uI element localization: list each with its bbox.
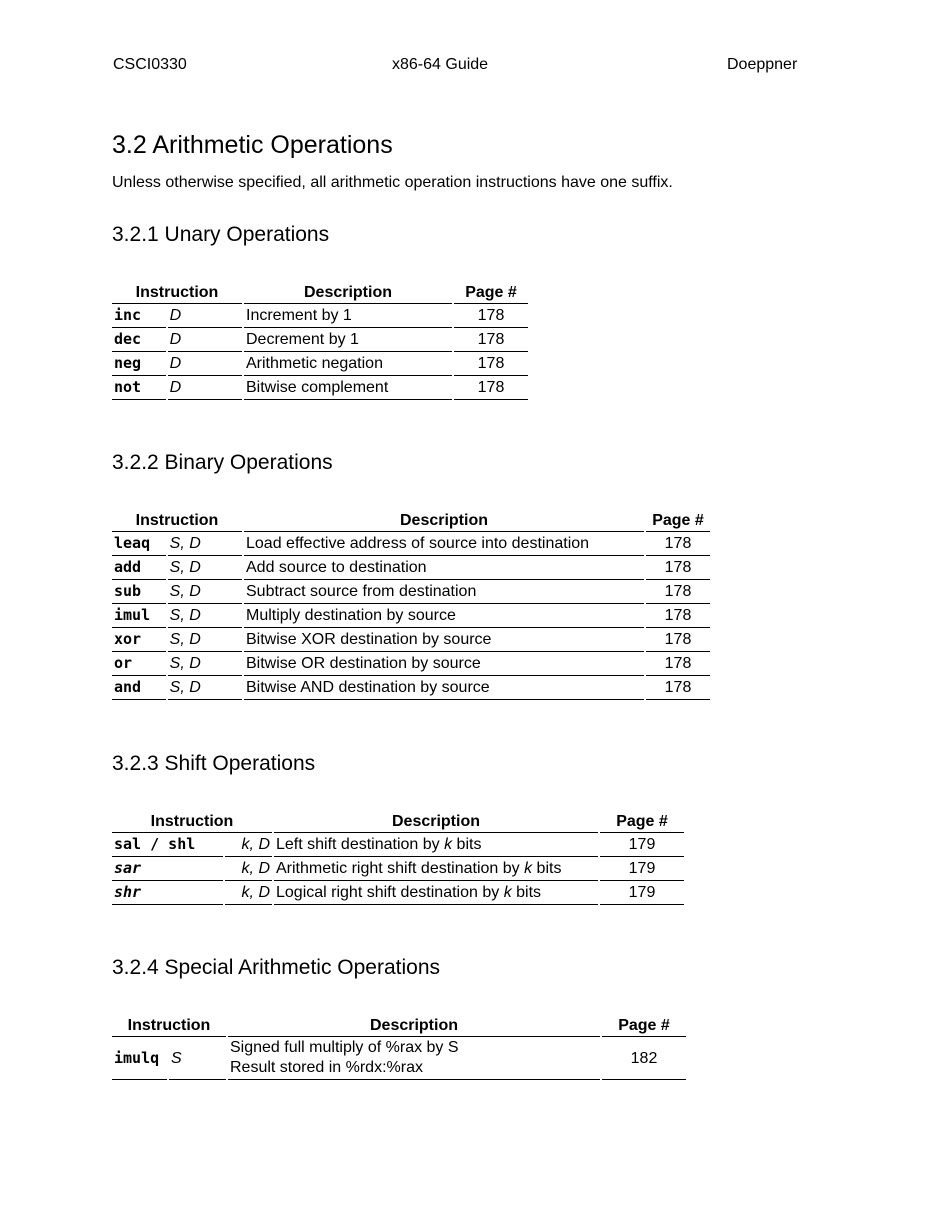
description-var: k [524, 860, 533, 877]
description-text: Left shift destination by [276, 836, 445, 853]
instruction-args: S, D [168, 604, 242, 628]
instruction-op: and [112, 676, 166, 700]
description-text: bits [452, 836, 482, 853]
col-instruction: Instruction [112, 282, 242, 304]
col-instruction: Instruction [112, 811, 272, 833]
section-intro: Unless otherwise specified, all arithmetic operation instructions have one suffix. [112, 174, 673, 191]
instruction-args: D [168, 328, 242, 352]
table-row [112, 556, 710, 580]
table-row [112, 676, 710, 700]
description [274, 881, 598, 905]
page-number: 178 [646, 580, 710, 604]
description-line: Signed full multiply of %rax by S [230, 1039, 459, 1056]
shift-table [110, 811, 686, 905]
col-page: Page # [600, 811, 684, 833]
instruction-op: sar [112, 857, 223, 881]
col-description: Description [244, 510, 644, 532]
page-number: 182 [602, 1037, 686, 1080]
description: Increment by 1 [244, 304, 452, 328]
page-number: 178 [454, 352, 528, 376]
description-line: Result stored in %rdx:%rax [230, 1059, 423, 1076]
page-number: 178 [646, 556, 710, 580]
table-row [112, 652, 710, 676]
instruction-args: S, D [168, 676, 242, 700]
header-course: CSCI0330 [113, 56, 187, 73]
col-page: Page # [454, 282, 528, 304]
page-number: 178 [646, 676, 710, 700]
description-text: Logical right shift destination by [276, 884, 504, 901]
table-row [112, 628, 710, 652]
instruction-op: imul [112, 604, 166, 628]
description-text: Arithmetic right shift destination by [276, 860, 525, 877]
table-row [112, 328, 528, 352]
page-number: 178 [646, 652, 710, 676]
instruction-op: leaq [112, 532, 166, 556]
instruction-op: neg [112, 352, 166, 376]
table-row [112, 532, 710, 556]
col-description: Description [274, 811, 598, 833]
instruction-op: dec [112, 328, 166, 352]
instruction-op: sal / shl [112, 833, 223, 857]
instruction-args: k, D [225, 857, 272, 881]
page-number: 179 [600, 833, 684, 857]
table-row [112, 857, 684, 881]
col-page: Page # [646, 510, 710, 532]
instruction-args: S, D [168, 580, 242, 604]
instruction-op: sub [112, 580, 166, 604]
page-number: 179 [600, 857, 684, 881]
instruction-op: not [112, 376, 166, 400]
description: Bitwise XOR destination by source [244, 628, 644, 652]
instruction-args: S [169, 1037, 226, 1080]
col-instruction: Instruction [112, 1015, 226, 1037]
instruction-args: S, D [168, 556, 242, 580]
col-description: Description [228, 1015, 600, 1037]
instruction-args: S, D [168, 652, 242, 676]
instruction-op: inc [112, 304, 166, 328]
col-description: Description [244, 282, 452, 304]
description: Bitwise complement [244, 376, 452, 400]
instruction-args: k, D [225, 881, 272, 905]
unary-title: 3.2.1 Unary Operations [112, 223, 330, 246]
col-page: Page # [602, 1015, 686, 1037]
description: Bitwise OR destination by source [244, 652, 644, 676]
page-number: 178 [646, 628, 710, 652]
instruction-args: k, D [225, 833, 272, 857]
instruction-op: or [112, 652, 166, 676]
page-number: 178 [454, 328, 528, 352]
description: Multiply destination by source [244, 604, 644, 628]
description-var: k [503, 884, 512, 901]
description: Subtract source from destination [244, 580, 644, 604]
header-author: Doeppner [727, 56, 798, 73]
page-number: 179 [600, 881, 684, 905]
description-text: bits [511, 884, 542, 901]
description [274, 857, 598, 881]
description [228, 1037, 600, 1080]
description-var: k [444, 836, 453, 853]
col-instruction: Instruction [112, 510, 242, 532]
instruction-args: S, D [168, 532, 242, 556]
table-row [112, 352, 528, 376]
page-number: 178 [646, 604, 710, 628]
description: Load effective address of source into destination [244, 532, 644, 556]
special-title: 3.2.4 Special Arithmetic Operations [112, 956, 441, 979]
instruction-args: D [168, 304, 242, 328]
table-row [112, 580, 710, 604]
table-row [112, 833, 684, 857]
special-table [110, 1015, 688, 1080]
instruction-op: imulq [112, 1037, 167, 1080]
description: Arithmetic negation [244, 352, 452, 376]
description: Bitwise AND destination by source [244, 676, 644, 700]
shift-title: 3.2.3 Shift Operations [112, 752, 316, 775]
description: Add source to destination [244, 556, 644, 580]
binary-table [110, 510, 712, 700]
instruction-op: xor [112, 628, 166, 652]
table-row [112, 1037, 686, 1080]
instruction-op: shr [112, 881, 223, 905]
description-text: bits [532, 860, 562, 877]
binary-title: 3.2.2 Binary Operations [112, 451, 333, 474]
page-number: 178 [454, 304, 528, 328]
table-row [112, 604, 710, 628]
unary-table [110, 282, 530, 400]
description: Decrement by 1 [244, 328, 452, 352]
page-number: 178 [454, 376, 528, 400]
table-row [112, 376, 528, 400]
description [274, 833, 598, 857]
page-number: 178 [646, 532, 710, 556]
section-title: 3.2 Arithmetic Operations [112, 131, 393, 159]
instruction-op: add [112, 556, 166, 580]
header-title: x86-64 Guide [392, 56, 489, 73]
instruction-args: S, D [168, 628, 242, 652]
instruction-args: D [168, 352, 242, 376]
table-row [112, 304, 528, 328]
instruction-args: D [168, 376, 242, 400]
table-row [112, 881, 684, 905]
